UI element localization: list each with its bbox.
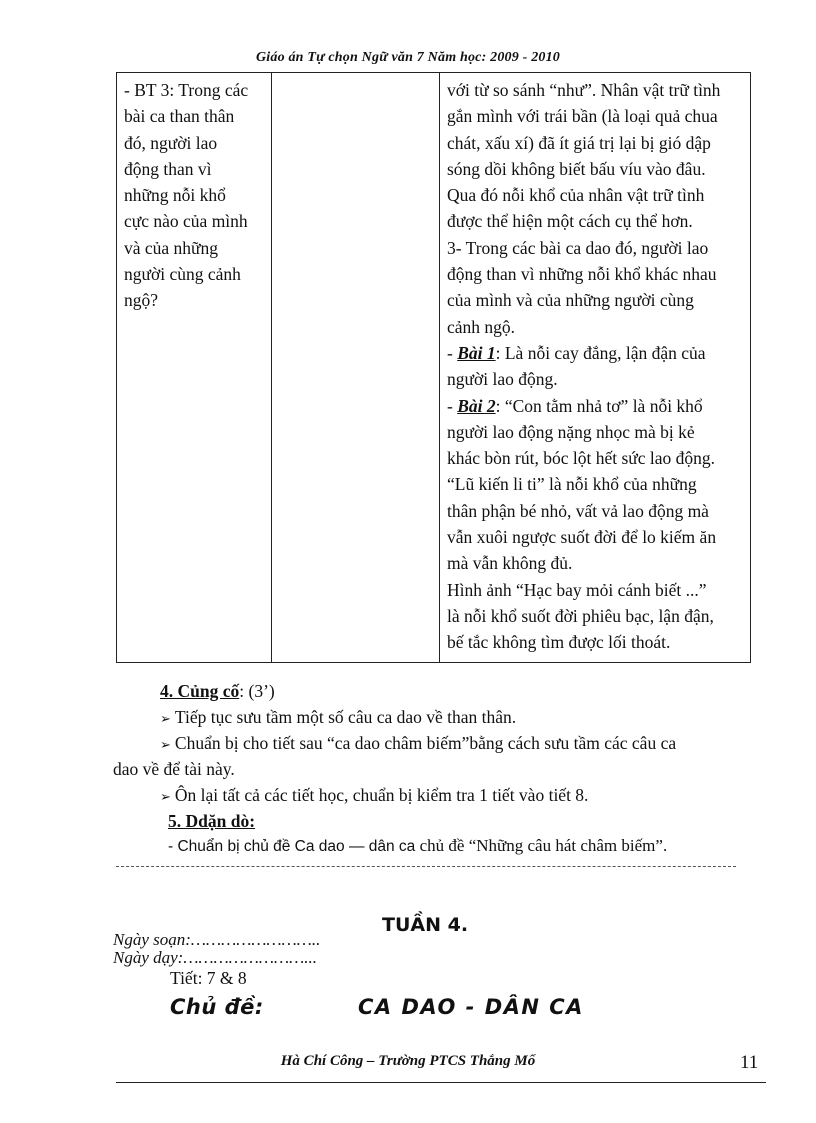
section4-item-3: ➢ Ôn lại tất cả các tiết học, chuẩn bị kiểm tra 1 tiết vào tiết 8.	[160, 785, 589, 805]
answer-line: của mình và của những người cùng	[447, 290, 694, 311]
page-number: 11	[740, 1052, 759, 1073]
lesson-number: Tiết: 7 & 8	[170, 968, 247, 988]
page-header: Giáo án Tự chọn Ngữ văn 7 Năm học: 2009 - 2010	[255, 50, 561, 65]
question-line: đó, người lao	[124, 132, 218, 153]
answer-line: được thể hiện một cách cụ thể hơn.	[447, 211, 693, 232]
date-taught: Ngày dạy:……………………...	[113, 948, 318, 967]
section4-item-1: ➢ Tiếp tục sưu tầm một số câu ca dao về than thân.	[160, 707, 517, 727]
question-cell	[117, 73, 272, 663]
answer-line: sóng dồi không biết bấu víu vào đâu.	[447, 158, 706, 179]
footer-author: Hà Chí Công – Trường PTCS Thắng Mố	[280, 1053, 536, 1069]
answer-line: “Lũ kiến li ti” là nỗi khổ của những	[447, 474, 697, 495]
topic-title: CA DAO - DÂN CA	[358, 995, 584, 1019]
section4-item-2: ➢ Chuẩn bị cho tiết sau “ca dao châm biếm”bằng cách sưu tầm các câu ca	[160, 733, 677, 753]
section4-item-2-cont: dao về để tài này.	[113, 759, 235, 779]
question-line: và của những	[124, 237, 219, 258]
dashed-divider	[116, 866, 736, 867]
answer-cell	[440, 73, 751, 663]
question-line: ngộ?	[124, 290, 159, 311]
answer-line: gắn mình với trái bần (là loại quả chua	[447, 106, 718, 127]
answer-line: mà vẫn không đủ.	[447, 553, 573, 574]
answer-line: Hình ảnh “Hạc bay mỏi cánh biết ...”	[447, 579, 707, 600]
section5-heading: 5. Ddặn dò:	[168, 811, 256, 831]
answer-line: người lao động nặng nhọc mà bị kẻ	[447, 421, 695, 442]
topic-label: Chủ đề:	[170, 995, 264, 1019]
bai1-line2: người lao động.	[447, 369, 558, 390]
answer-line: 3- Trong các bài ca dao đó, người lao	[447, 237, 709, 258]
answer-line: cảnh ngộ.	[447, 316, 516, 337]
bai1-label: Bài 1	[457, 342, 496, 363]
arrowhead-bullet-icon: ➢	[160, 712, 171, 727]
bai1-line: - Bài 1: Là nỗi cay đắng, lận đận của	[447, 342, 706, 363]
answer-line: chát, xấu xí) đã ít giá trị lại bị gió dập	[447, 132, 711, 153]
footer-rule	[116, 1082, 766, 1083]
answer-line: là nỗi khổ suốt đời phiêu bạc, lận đận,	[447, 605, 714, 626]
arrowhead-bullet-icon: ➢	[160, 738, 171, 753]
section5-text: - Chuẩn bị chủ đề Ca dao — dân ca chủ đề “Những câu hát châm biếm”.	[168, 836, 668, 855]
answer-line: khác bòn rút, bóc lột hết sức lao động.	[447, 448, 716, 469]
answer-line: thân phận bé nhỏ, vất vả lao động mà	[447, 500, 709, 521]
content-table	[116, 72, 751, 663]
answer-line: bế tắc không tìm được lối thoát.	[447, 632, 671, 653]
bai2-line: - Bài 2: “Con tằm nhả tơ” là nỗi khổ	[447, 395, 703, 416]
date-prepared: Ngày soạn:……………………..	[113, 930, 321, 949]
question-line: - BT 3: Trong các	[124, 80, 249, 100]
answer-line: vẫn xuôi ngược suốt đời để lo kiếm ăn	[447, 527, 717, 548]
question-line: bài ca than thân	[124, 106, 235, 127]
question-line: những nỗi khổ	[124, 185, 226, 206]
answer-line: động than vì những nỗi khổ khác nhau	[447, 264, 717, 285]
arrowhead-bullet-icon: ➢	[160, 790, 171, 805]
week-title: TUẦN 4.	[382, 914, 469, 936]
answer-line: với từ so sánh “như”. Nhân vật trữ tình	[447, 80, 721, 100]
empty-cell	[272, 73, 440, 663]
question-line: người cùng cảnh	[124, 264, 241, 285]
answer-line: Qua đó nỗi khổ của nhân vật trữ tình	[447, 185, 705, 206]
section4-heading: 4. Củng cố: (3’)	[160, 681, 275, 701]
table-row	[117, 73, 751, 663]
question-line: động than vì	[124, 158, 212, 179]
bai2-label: Bài 2	[457, 395, 496, 416]
question-line: cực nào của mình	[124, 211, 248, 232]
